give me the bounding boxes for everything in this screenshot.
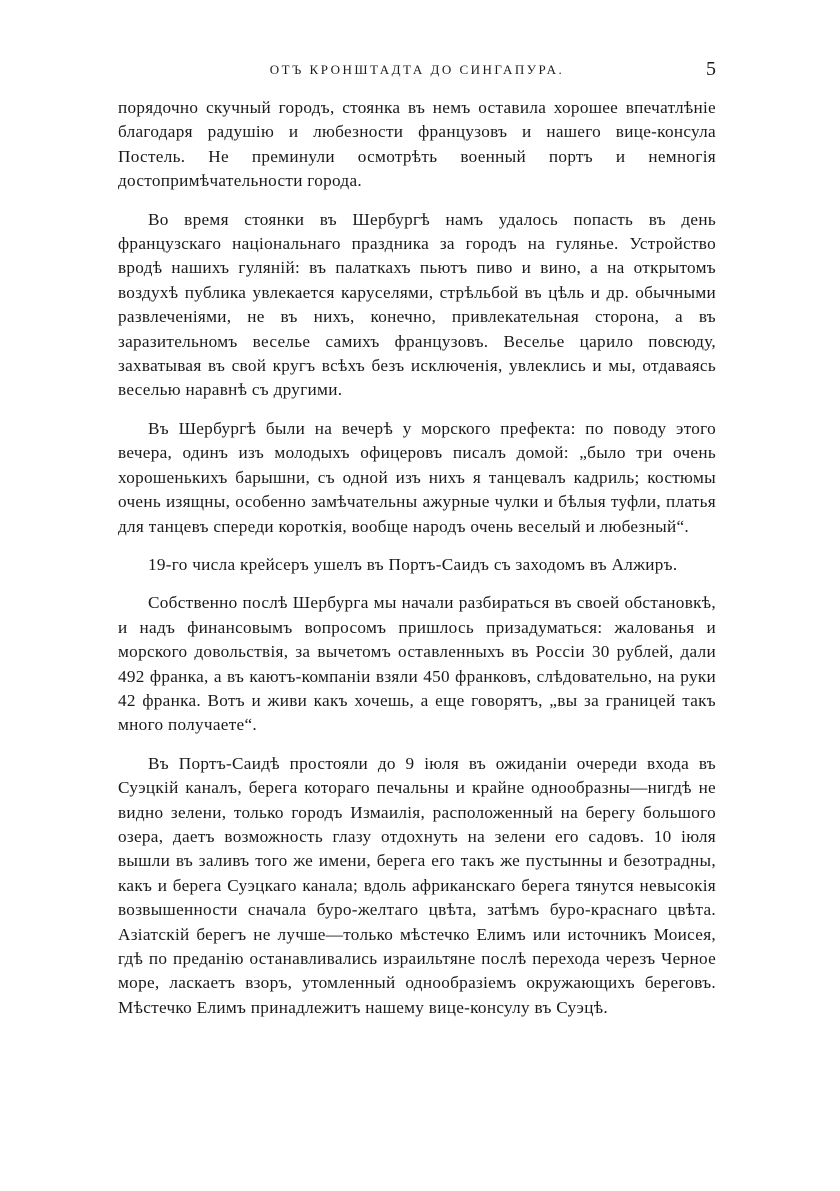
page-number: 5 — [706, 58, 716, 80]
paragraph-3: Въ Шербургѣ были на вечерѣ у морского префекта: по поводу этого вечера, одинъ изъ молодыхъ офицеровъ писалъ домой: „было три очень хорошенькихъ барышни, съ одной изъ нихъ я танцевалъ кадриль; костюмы очень изящны, особенно замѣчательны ажурные чулки и бѣлыя туфли, платья для танцевъ спереди короткія, вообще народъ очень веселый и любезный“. — [118, 418, 716, 536]
paragraph-6: Въ Портъ-Саидѣ простояли до 9 іюля въ ожиданіи очереди входа въ Суэцкій каналъ, берега котораго печальны и крайне однообразны—нигдѣ не видно зелени, только городъ Измаилія, расположенный на берегу большого озера, даетъ возможность глазу отдохнуть на зелени его садовъ. 10 іюля вышли въ заливъ того же имени, берега его такъ же пустынны и безотрадны, какъ и берега Суэцкаго канала; вдоль африканскаго берега тянутся невысокія возвышенности сначала буро-желтаго цвѣта, затѣмъ буро-краснаго цвѣта. Азіатскій берегъ не лучше—только мѣстечко Елимъ или источникъ Моисея, гдѣ по преданію останавливались израильтяне послѣ перехода черезъ Черное море, ласкаетъ взоръ, утомленный однообразіемъ окружающихъ береговъ. Мѣстечко Елимъ принадлежитъ нашему вице-консулу въ Суэцѣ. — [118, 753, 716, 1017]
body-text — [118, 96, 716, 1020]
paragraph-4: 19-го числа крейсеръ ушелъ въ Портъ-Саидъ съ заходомъ въ Алжиръ. — [148, 554, 678, 574]
running-title: ОТЪ КРОНШТАДТА ДО СИНГАПУРА. — [269, 62, 565, 77]
paragraph-1: порядочно скучный городъ, стоянка въ немъ оставила хорошее впечатлѣніе благодаря радушію и любезности французовъ и нашего вице-консула Постель. Не преминули осмотрѣть военный портъ и немногія достопримѣчательности города. — [118, 98, 716, 191]
paragraph-5: Собственно послѣ Шербурга мы начали разбираться въ своей обстановкѣ, и надъ финансовымъ вопросомъ пришлось призадуматься: жалованья и морского довольствія, за вычетомъ оставленныхъ въ Россіи 30 рублей, дали 492 франка, а въ каютъ-компаніи взяли 450 франковъ, слѣдовательно, на руки 42 франка. Вотъ и живи какъ хочешь, а еще говорятъ, „вы за границей такъ много получаете“. — [118, 593, 716, 735]
page-header — [118, 58, 716, 82]
paragraph-2: Во время стоянки въ Шербургѣ намъ удалось попасть въ день французскаго національнаго праздника за городъ на гулянье. Устройство вродѣ нашихъ гуляній: въ палаткахъ пьютъ пиво и вино, а на открытомъ воздухѣ публика увлекается каруселями, стрѣльбой въ цѣль и др. обычными развлеченіями, не въ нихъ, конечно, привлекательная сторона, а въ заразительномъ веселье самихъ французовъ. Веселье царило повсюду, захватывая въ свой кругъ всѣхъ безъ исключенія, увлеклись и мы, отдаваясь веселью наравнѣ съ другими. — [118, 209, 716, 400]
